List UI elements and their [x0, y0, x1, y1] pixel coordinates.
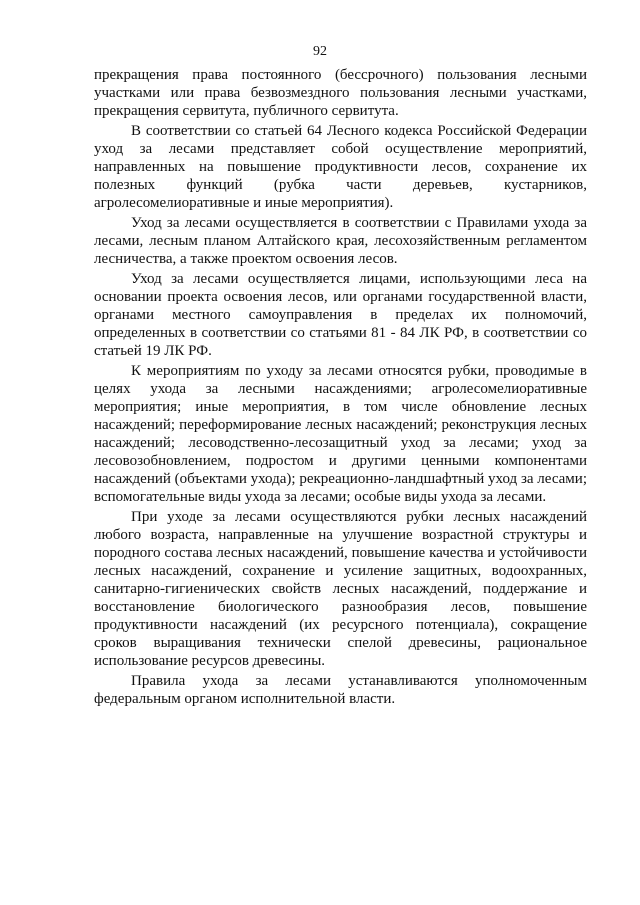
- paragraph: В соответствии со статьей 64 Лесного кодекса Российской Федерации уход за лесами представляет собой осуществление мероприятий, направленных на повышение продуктивности лесов, сохранение их полезных функций (рубка части деревьев, кустарников, агролесомелиоративные и иные мероприятия).: [94, 123, 587, 211]
- paragraph: Правила ухода за лесами устанавливаются уполномоченным федеральным органом исполнительной власти.: [94, 673, 587, 707]
- page-number: 92: [313, 44, 327, 59]
- paragraph-continuation: прекращения права постоянного (бессрочного) пользования лесными участками или права безвозмездного пользования лесными участками, прекращения сервитута, публичного сервитута.: [94, 67, 587, 119]
- paragraph: К мероприятиям по уходу за лесами относятся рубки, проводимые в целях ухода за лесными насаждениями; агролесомелиоративные мероприятия; иные мероприятия, в том числе обновление лесных насаждений; переформирование лесных насаждений; реконструкция лесных насаждений; лесоводственно-лесозащитный уход за лесами; уход за лесовозобновлением, подростом и другими ценными компонентами насаждений (объектами ухода); рекреационно-ландшафтный уход за лесами; вспомогательные виды ухода за лесами; особые виды ухода за лесами.: [94, 363, 587, 505]
- document-body: [94, 66, 587, 710]
- paragraph: Уход за лесами осуществляется лицами, использующими леса на основании проекта освоения лесов, или органами государственной власти, органами местного самоуправления в пределах их полномочий, определенных в соответствии со статьями 81 - 84 ЛК РФ, в соответствии со статьей 19 ЛК РФ.: [94, 271, 587, 359]
- paragraph: При уходе за лесами осуществляются рубки лесных насаждений любого возраста, направленные на улучшение возрастной структуры и породного состава лесных насаждений, повышение качества и устойчивости лесных насаждений, сохранение и усиление защитных, водоохранных, санитарно-гигиенических свойств лесных насаждений, поддержание и восстановление биологического разнообразия лесов, повышение продуктивности насаждений (их ресурсного потенциала), сокращение сроков выращивания технически спелой древесины, рациональное использование ресурсов древесины.: [94, 509, 587, 669]
- paragraph: Уход за лесами осуществляется в соответствии с Правилами ухода за лесами, лесным планом Алтайского края, лесохозяйственным регламентом лесничества, а также проектом освоения лесов.: [94, 215, 587, 267]
